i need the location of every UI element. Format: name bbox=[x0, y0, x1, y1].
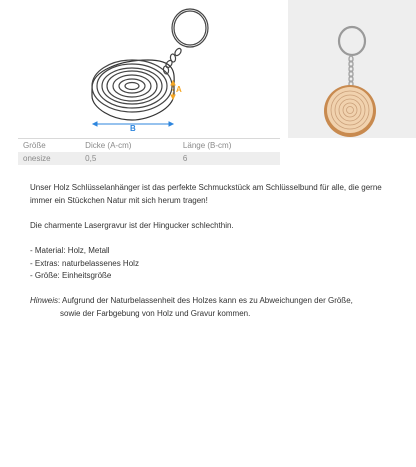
dimension-a-label: A bbox=[176, 85, 182, 94]
feature-list bbox=[30, 245, 400, 283]
product-photo bbox=[288, 0, 416, 138]
note bbox=[30, 295, 400, 320]
description-intro: Unser Holz Schlüsselanhänger ist das perfekte Schmuckstück am Schlüsselbund für alle, die gerne immer ein Stückchen Natur mit sich herum tragen! bbox=[30, 183, 382, 205]
cell-thickness: 0,5 bbox=[85, 154, 97, 163]
note-label: Hinweis bbox=[30, 296, 59, 306]
column-header-length: Länge (B-cm) bbox=[182, 141, 232, 150]
list-item: - Material: Holz, Metall bbox=[30, 245, 110, 255]
cell-size: onesize bbox=[23, 154, 51, 163]
keychain-dimension-diagram bbox=[80, 0, 225, 138]
description-engraving: Die charmente Lasergravur ist der Hingucker schlechthin. bbox=[30, 220, 234, 230]
dimension-b-label: B bbox=[130, 124, 136, 133]
column-header-size: Größe bbox=[23, 141, 46, 150]
size-table bbox=[18, 138, 280, 165]
column-header-thickness: Dicke (A-cm) bbox=[85, 141, 132, 150]
cell-length: 6 bbox=[182, 154, 188, 163]
key-ring-outer bbox=[172, 9, 208, 47]
note-text-line1: : Aufgrund der Naturbelassenheit des Holzes kann es zu Abweichungen der Größe, bbox=[58, 296, 353, 306]
note-text-line2: sowie der Farbgebung von Holz und Gravur kommen. bbox=[60, 308, 251, 318]
table-row bbox=[18, 152, 280, 165]
list-item: - Extras: naturbelassenes Holz bbox=[30, 258, 139, 268]
key-ring-inner bbox=[174, 11, 206, 45]
size-table-header bbox=[18, 139, 280, 153]
keychain-photo-illustration bbox=[288, 0, 416, 138]
list-item: - Größe: Einheitsgröße bbox=[30, 271, 112, 281]
product-description bbox=[30, 182, 400, 321]
